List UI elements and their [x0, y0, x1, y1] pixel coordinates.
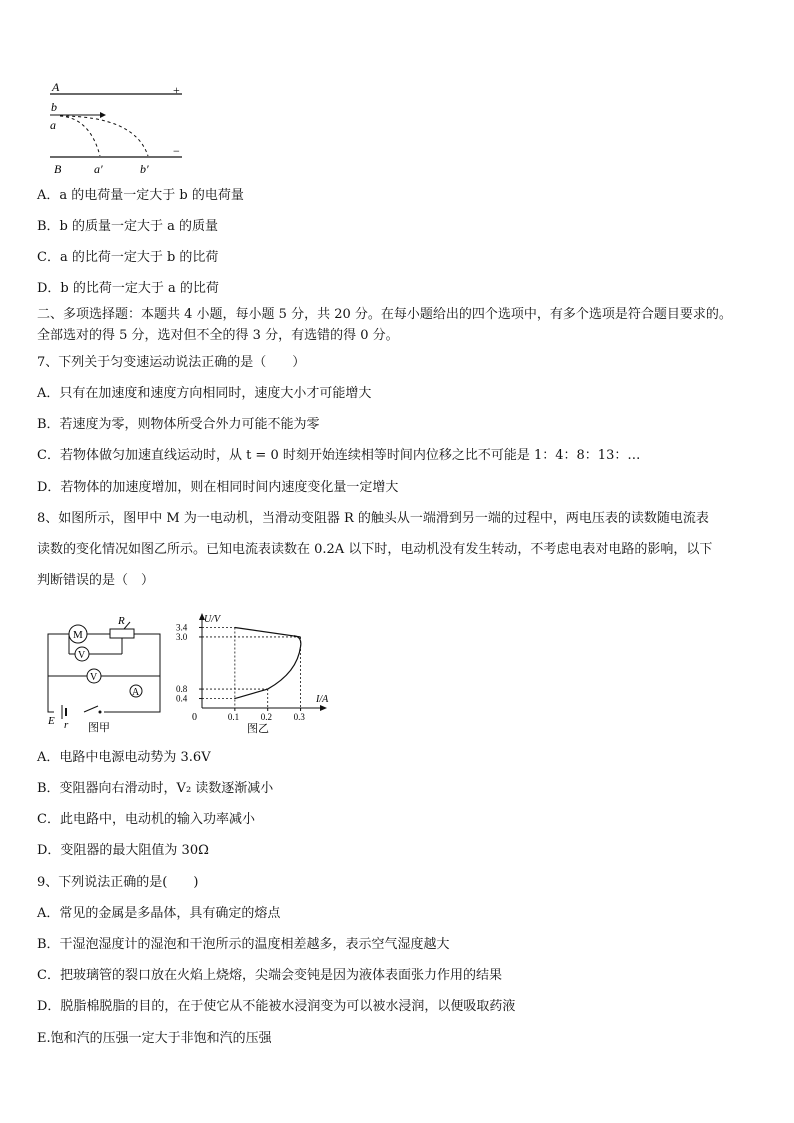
x-axis-arrow [320, 705, 327, 711]
circuit-frame [48, 634, 160, 712]
chart-caption: 图乙 [247, 723, 269, 735]
y-tick-label: 0.8 [176, 684, 188, 695]
q8-option-a: A．电路中电源电动势为 3.6V [37, 750, 211, 765]
q7-option-d: D．若物体的加速度增加，则在相同时间内速度变化量一定增大 [37, 480, 399, 495]
label-B: B [54, 162, 62, 176]
ammeter-label: A [132, 687, 140, 698]
x-tick-label: 0.2 [260, 712, 272, 722]
q8-stem-1: 8、如图所示，图甲中 M 为一电动机，当滑动变阻器 R 的触头从一端滑到另一端的过程中，两电压表的读数随电流表 [37, 511, 709, 526]
q9-option-b: B．干湿泡湿度计的湿泡和干泡所示的温度相差越多，表示空气湿度越大 [37, 937, 450, 952]
q6-option-a: A．a 的电荷量一定大于 b 的电荷量 [37, 188, 244, 203]
label-b: b [51, 100, 57, 114]
slider-arrow [124, 622, 130, 629]
arrow-head [100, 112, 106, 118]
y-tick-label: 3.0 [176, 631, 188, 642]
trajectory-b [60, 116, 148, 156]
q9-option-d: D．脱脂棉脱脂的目的，在于使它从不能被水浸润变为可以被水浸润，以便吸取药液 [37, 999, 516, 1014]
circuit-diagram [40, 612, 170, 737]
q7-option-c: C．若物体做匀加速直线运动时，从 t = 0 时刻开始连续相等时间内位移之比不可能是 1：4：8：13：… [37, 448, 641, 463]
label-minus: − [173, 144, 180, 158]
x-axis-label: I/A [316, 694, 329, 705]
q9-option-e: E.饱和汽的压强一定大于非饱和汽的压强 [37, 1031, 272, 1046]
label-a-prime: a′ [94, 162, 103, 176]
circuit-caption: 图甲 [88, 722, 110, 734]
y-axis-label: U/V [204, 614, 221, 625]
q8-option-b: B．变阻器向右滑动时，V₂ 读数逐渐减小 [37, 781, 274, 796]
q9-option-c: C．把玻璃管的裂口放在火焰上烧熔，尖端会变钝是因为液体表面张力作用的结果 [37, 968, 502, 983]
voltmeter-2-label: V [90, 672, 98, 683]
q9-option-a: A．常见的金属是多晶体，具有确定的熔点 [37, 906, 281, 921]
q6-option-d: D．b 的比荷一定大于 a 的比荷 [37, 281, 219, 296]
label-A: A [52, 80, 60, 94]
q6-option-b: B．b 的质量一定大于 a 的质量 [37, 219, 219, 234]
origin-label: 0 [192, 712, 197, 723]
voltage-current-chart [172, 608, 342, 738]
q7-option-b: B．若速度为零，则物体所受合外力可能不能为零 [37, 417, 320, 432]
trajectory-a [60, 116, 100, 156]
x-tick-label: 0.1 [227, 712, 240, 722]
internal-r-label: r [64, 719, 69, 731]
resistor-icon [110, 629, 134, 638]
switch-pivot [99, 711, 102, 714]
label-plus: + [173, 83, 180, 97]
q8-option-d: D．变阻器的最大阻值为 30Ω [37, 843, 209, 858]
series-line-v2 [235, 636, 301, 699]
y-tick-label: 0.4 [176, 693, 188, 704]
resistor-label: R [118, 615, 125, 627]
q8-stem-3: 判断错误的是（ ） [37, 573, 155, 588]
q6-option-c: C．a 的比荷一定大于 b 的比荷 [37, 250, 219, 265]
q9-stem: 9、下列说法正确的是( ) [37, 875, 199, 890]
motor-label: M [73, 629, 83, 641]
x-tick-label: 0.3 [293, 712, 305, 722]
label-b-prime: b′ [140, 162, 149, 176]
section2-heading-1: 二、多项选择题：本题共 4 小题，每小题 5 分，共 20 分。在每小题给出的四个选项中，有多个选项是符合题目要求的。 [37, 307, 732, 322]
deflection-diagram [40, 80, 190, 178]
q8-option-c: C．此电路中，电动机的输入功率减小 [37, 812, 255, 827]
section2-heading-2: 全部选对的得 5 分，选对但不全的得 3 分，有选错的得 0 分。 [37, 328, 399, 343]
emf-label: E [48, 715, 55, 727]
series-line-v1 [235, 627, 301, 636]
q7-stem: 7、下列关于匀变速运动说法正确的是（ ） [37, 355, 306, 370]
q7-option-a: A．只有在加速度和速度方向相同时，速度大小才可能增大 [37, 386, 372, 401]
voltmeter-1-label: V [78, 650, 86, 661]
q8-stem-2: 读数的变化情况如图乙所示。已知电流表读数在 0.2A 以下时，电动机没有发生转动，不考虑电表对电路的影响，以下 [37, 542, 713, 557]
label-a: a [50, 118, 56, 132]
y-tick-label: 3.4 [176, 622, 188, 633]
